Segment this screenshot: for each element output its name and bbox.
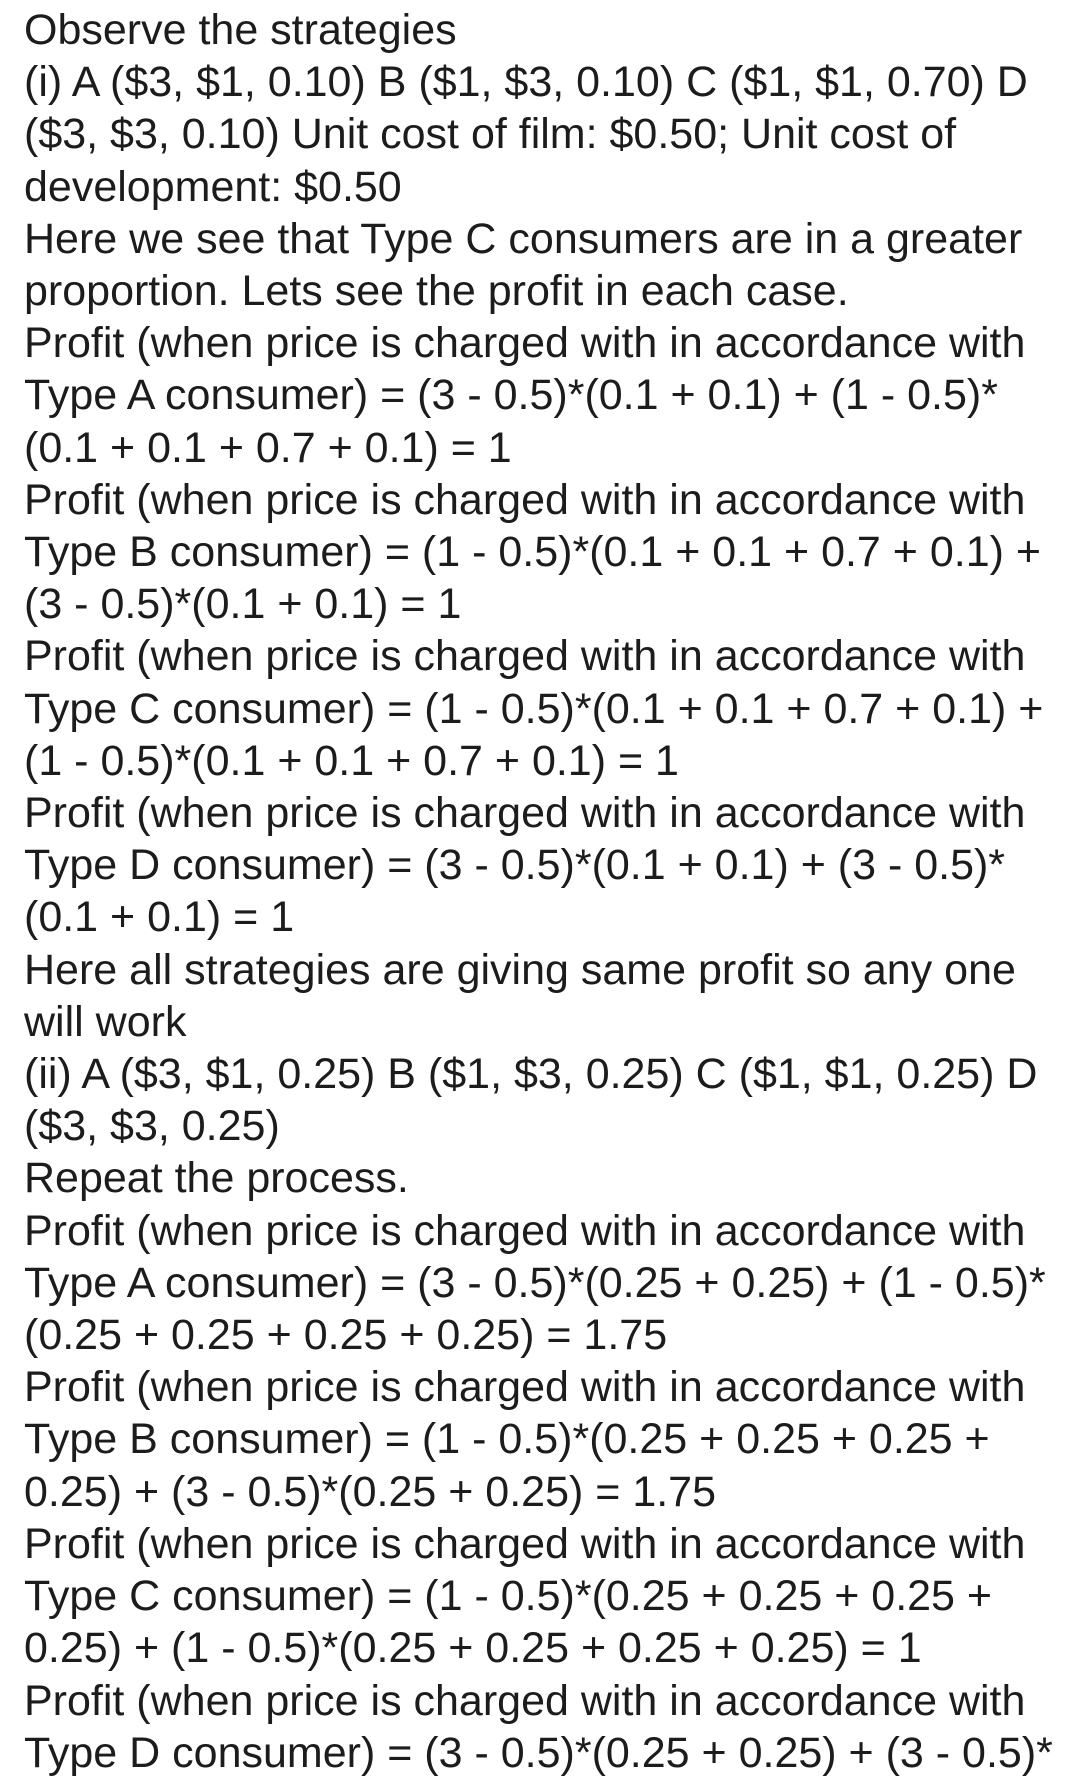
text-line: Type A consumer) = (3 - 0.5)*(0.1 + 0.1) + (1 - 0.5)* (24, 371, 998, 420)
text-line: will work (24, 997, 187, 1046)
text-line: (i) A ($3, $1, 0.10) B ($1, $3, 0.10) C ($1, $1, 0.70) D (24, 58, 1028, 107)
text-line: (0.1 + 0.1 + 0.7 + 0.1) = 1 (24, 423, 512, 472)
text-line: (0.1 + 0.1) = 1 (24, 893, 295, 942)
text-line: 0.25) + (3 - 0.5)*(0.25 + 0.25) = 1.75 (24, 1467, 717, 1516)
text-line: Repeat the process. (24, 1154, 409, 1203)
text-line: ($3, $3, 0.10) Unit cost of film: $0.50; Unit cost of (24, 110, 957, 159)
text-line: Profit (when price is charged with in accordance with (24, 789, 1026, 838)
text-line: Type D consumer) = (3 - 0.5)*(0.1 + 0.1) + (3 - 0.5)* (24, 841, 1006, 890)
text-line: Profit (when price is charged with in accordance with (24, 632, 1026, 681)
text-line: 0.25) + (1 - 0.5)*(0.25 + 0.25 + 0.25 + 0.25) = 1 (24, 1624, 922, 1673)
text-line: Observe the strategies (24, 6, 457, 54)
text-line: (0.25 + 0.25 + 0.25 + 0.25) = 1.75 (24, 1311, 668, 1360)
text-line: Profit (when price is charged with in accordance with (24, 1206, 1026, 1255)
text-line: proportion. Lets see the profit in each case. (24, 267, 849, 316)
text-line: Here we see that Type C consumers are in a greater (24, 214, 1023, 263)
text-line: development: $0.50 (24, 162, 402, 211)
text-line: ($3, $3, 0.25) (24, 1102, 280, 1151)
document-body (24, 4, 1074, 1779)
text-line: Profit (when price is charged with in accordance with (24, 319, 1026, 368)
text-line: Type D consumer) = (3 - 0.5)*(0.25 + 0.25) + (3 - 0.5)* (24, 1728, 1053, 1777)
text-line: Type B consumer) = (1 - 0.5)*(0.1 + 0.1 + 0.7 + 0.1) + (24, 528, 1042, 577)
text-line: Profit (when price is charged with in accordance with (24, 1519, 1026, 1568)
text-line: Type C consumer) = (1 - 0.5)*(0.1 + 0.1 + 0.7 + 0.1) + (24, 684, 1044, 733)
text-line: (3 - 0.5)*(0.1 + 0.1) = 1 (24, 580, 462, 629)
text-line: Type A consumer) = (3 - 0.5)*(0.25 + 0.25) + (1 - 0.5)* (24, 1258, 1046, 1307)
text-line: Profit (when price is charged with in accordance with (24, 1363, 1026, 1412)
text-line: Profit (when price is charged with in accordance with (24, 475, 1026, 524)
text-line: Profit (when price is charged with in accordance with (24, 1676, 1026, 1725)
text-line: Type B consumer) = (1 - 0.5)*(0.25 + 0.25 + 0.25 + (24, 1415, 990, 1464)
text-line: (ii) A ($3, $1, 0.25) B ($1, $3, 0.25) C ($1, $1, 0.25) D (24, 1050, 1038, 1099)
text-line: Here all strategies are giving same profit so any one (24, 945, 1016, 994)
text-line: Type C consumer) = (1 - 0.5)*(0.25 + 0.25 + 0.25 + (24, 1572, 993, 1621)
text-line: (1 - 0.5)*(0.1 + 0.1 + 0.7 + 0.1) = 1 (24, 736, 679, 785)
